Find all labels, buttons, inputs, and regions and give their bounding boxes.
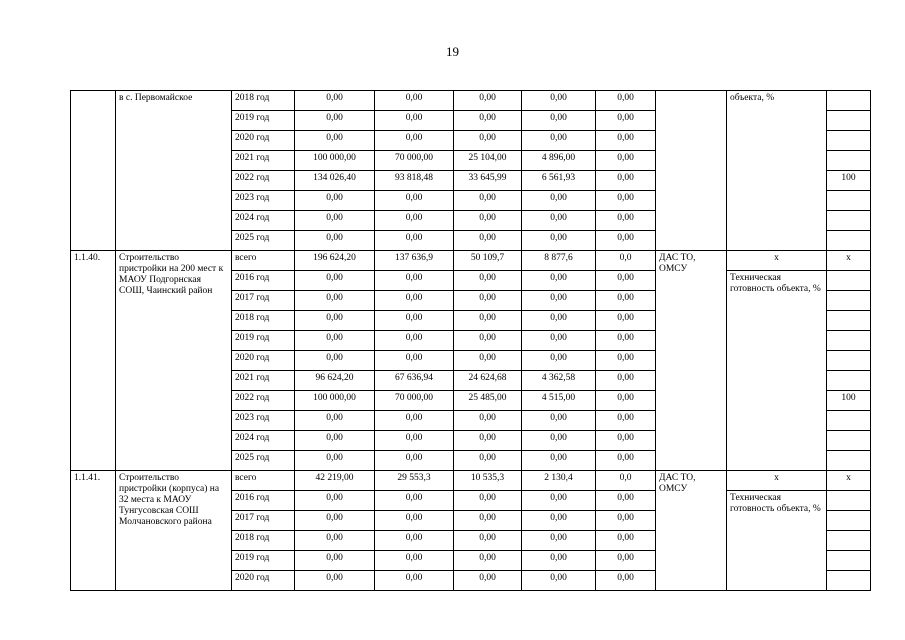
other-cell: 0,00 (596, 131, 656, 151)
indicator-head-value: х (827, 471, 871, 491)
table-row (71, 91, 871, 111)
year-cell: 2024 год (232, 431, 295, 451)
indicator-head: х (727, 251, 827, 271)
other-cell: 0,00 (596, 451, 656, 471)
indicator-value (827, 191, 871, 211)
federal-cell: 0,00 (375, 291, 454, 311)
regional-cell: 25 104,00 (454, 151, 522, 171)
item-name: Строительство пристройки (корпуса) на 32 места к МАОУ Тунгусовская СОШ Молчановского района (116, 471, 232, 591)
municipal-cell: 0,00 (522, 431, 596, 451)
regional-cell: 0,00 (454, 191, 522, 211)
federal-cell: 0,00 (375, 571, 454, 591)
year-cell: 2024 год (232, 211, 295, 231)
municipal-cell: 0,00 (522, 91, 596, 111)
indicator-name: Техническая готовность объекта, % (727, 491, 827, 591)
executor-cell: ДАС ТО, ОМСУ (656, 251, 727, 471)
total-cell: 0,00 (295, 91, 375, 111)
indicator-value (827, 411, 871, 431)
item-code: 1.1.41. (71, 471, 116, 591)
municipal-cell: 0,00 (522, 571, 596, 591)
other-cell: 0,00 (596, 111, 656, 131)
regional-cell: 33 645,99 (454, 171, 522, 191)
other-cell: 0,00 (596, 571, 656, 591)
regional-cell: 0,00 (454, 411, 522, 431)
total-cell: 0,00 (295, 531, 375, 551)
other-cell: 0,00 (596, 391, 656, 411)
item-code (71, 91, 116, 251)
other-cell: 0,00 (596, 211, 656, 231)
indicator-value (827, 351, 871, 371)
year-cell: 2019 год (232, 551, 295, 571)
municipal-cell: 0,00 (522, 351, 596, 371)
federal-cell: 0,00 (375, 351, 454, 371)
other-cell: 0,00 (596, 231, 656, 251)
federal-cell: 137 636,9 (375, 251, 454, 271)
other-cell: 0,0 (596, 471, 656, 491)
federal-cell: 0,00 (375, 411, 454, 431)
other-cell: 0,00 (596, 171, 656, 191)
total-cell: 0,00 (295, 211, 375, 231)
regional-cell: 0,00 (454, 531, 522, 551)
municipal-cell: 4 896,00 (522, 151, 596, 171)
other-cell: 0,00 (596, 151, 656, 171)
total-cell: 0,00 (295, 131, 375, 151)
total-cell: 0,00 (295, 551, 375, 571)
indicator-value (827, 211, 871, 231)
indicator-name: Техническая готовность объекта, % (727, 271, 827, 471)
regional-cell: 0,00 (454, 491, 522, 511)
indicator-value (827, 91, 871, 111)
indicator-value (827, 431, 871, 451)
municipal-cell: 4 515,00 (522, 391, 596, 411)
total-cell: 42 219,00 (295, 471, 375, 491)
year-cell: 2023 год (232, 191, 295, 211)
other-cell: 0,00 (596, 311, 656, 331)
year-cell: 2019 год (232, 111, 295, 131)
federal-cell: 70 000,00 (375, 151, 454, 171)
indicator-value (827, 571, 871, 591)
other-cell: 0,00 (596, 291, 656, 311)
indicator-value (827, 111, 871, 131)
year-cell: 2020 год (232, 571, 295, 591)
indicator-value (827, 551, 871, 571)
executor-cell: ДАС ТО, ОМСУ (656, 471, 727, 591)
municipal-cell: 0,00 (522, 511, 596, 531)
municipal-cell: 4 362,58 (522, 371, 596, 391)
federal-cell: 0,00 (375, 511, 454, 531)
total-cell: 0,00 (295, 271, 375, 291)
year-cell: 2022 год (232, 391, 295, 411)
regional-cell: 25 485,00 (454, 391, 522, 411)
regional-cell: 0,00 (454, 551, 522, 571)
year-cell: 2018 год (232, 311, 295, 331)
total-cell: 96 624,20 (295, 371, 375, 391)
regional-cell: 0,00 (454, 131, 522, 151)
indicator-value: 100 (827, 391, 871, 411)
total-cell: 100 000,00 (295, 391, 375, 411)
regional-cell: 0,00 (454, 571, 522, 591)
federal-cell: 0,00 (375, 271, 454, 291)
indicator-value (827, 511, 871, 531)
municipal-cell: 0,00 (522, 411, 596, 431)
regional-cell: 0,00 (454, 511, 522, 531)
year-cell: 2020 год (232, 131, 295, 151)
other-cell: 0,00 (596, 191, 656, 211)
regional-cell: 0,00 (454, 331, 522, 351)
municipal-cell: 0,00 (522, 191, 596, 211)
item-name: Строительство пристройки на 200 мест к МАОУ Подгорнская СОШ, Чаинский район (116, 251, 232, 471)
year-cell: 2016 год (232, 271, 295, 291)
municipal-cell: 0,00 (522, 331, 596, 351)
municipal-cell: 0,00 (522, 311, 596, 331)
regional-cell: 50 109,7 (454, 251, 522, 271)
year-cell: 2019 год (232, 331, 295, 351)
total-cell: 0,00 (295, 491, 375, 511)
year-cell: 2016 год (232, 491, 295, 511)
federal-cell: 29 553,3 (375, 471, 454, 491)
municipal-cell: 0,00 (522, 231, 596, 251)
indicator-value (827, 231, 871, 251)
year-cell: 2021 год (232, 151, 295, 171)
federal-cell: 0,00 (375, 451, 454, 471)
year-cell: 2023 год (232, 411, 295, 431)
regional-cell: 0,00 (454, 431, 522, 451)
municipal-cell: 0,00 (522, 211, 596, 231)
municipal-cell: 0,00 (522, 111, 596, 131)
other-cell: 0,00 (596, 551, 656, 571)
page-number: 19 (446, 44, 459, 59)
regional-cell: 0,00 (454, 291, 522, 311)
other-cell: 0,00 (596, 411, 656, 431)
federal-cell: 0,00 (375, 211, 454, 231)
municipal-cell: 6 561,93 (522, 171, 596, 191)
indicator-value (827, 491, 871, 511)
item-name: в с. Первомайское (116, 91, 232, 251)
municipal-cell: 0,00 (522, 291, 596, 311)
other-cell: 0,00 (596, 91, 656, 111)
indicator-name: объекта, % (727, 91, 827, 251)
indicator-value (827, 371, 871, 391)
other-cell: 0,00 (596, 491, 656, 511)
federal-cell: 0,00 (375, 531, 454, 551)
total-cell: 0,00 (295, 571, 375, 591)
regional-cell: 0,00 (454, 271, 522, 291)
municipal-cell: 0,00 (522, 551, 596, 571)
regional-cell: 0,00 (454, 351, 522, 371)
total-cell: 196 624,20 (295, 251, 375, 271)
indicator-value (827, 291, 871, 311)
other-cell: 0,0 (596, 251, 656, 271)
other-cell: 0,00 (596, 371, 656, 391)
municipal-cell: 0,00 (522, 131, 596, 151)
other-cell: 0,00 (596, 531, 656, 551)
federal-cell: 0,00 (375, 331, 454, 351)
total-cell: 0,00 (295, 231, 375, 251)
regional-cell: 0,00 (454, 231, 522, 251)
federal-cell: 0,00 (375, 191, 454, 211)
federal-cell: 70 000,00 (375, 391, 454, 411)
total-cell: 0,00 (295, 311, 375, 331)
indicator-value (827, 531, 871, 551)
year-cell: 2021 год (232, 371, 295, 391)
other-cell: 0,00 (596, 511, 656, 531)
table-row (71, 471, 871, 491)
total-cell: 0,00 (295, 111, 375, 131)
regional-cell: 0,00 (454, 111, 522, 131)
total-cell: 0,00 (295, 411, 375, 431)
federal-cell: 0,00 (375, 311, 454, 331)
item-code: 1.1.40. (71, 251, 116, 471)
total-cell: 0,00 (295, 451, 375, 471)
indicator-value (827, 331, 871, 351)
year-cell: 2022 год (232, 171, 295, 191)
indicator-value (827, 131, 871, 151)
federal-cell: 0,00 (375, 111, 454, 131)
total-cell: 0,00 (295, 331, 375, 351)
regional-cell: 24 624,68 (454, 371, 522, 391)
year-cell: 2020 год (232, 351, 295, 371)
federal-cell: 0,00 (375, 431, 454, 451)
indicator-head: х (727, 471, 827, 491)
municipal-cell: 0,00 (522, 531, 596, 551)
municipal-cell: 0,00 (522, 491, 596, 511)
regional-cell: 0,00 (454, 451, 522, 471)
regional-cell: 0,00 (454, 91, 522, 111)
year-cell: 2017 год (232, 291, 295, 311)
executor-cell (656, 91, 727, 251)
table-row (71, 251, 871, 271)
total-cell: 0,00 (295, 191, 375, 211)
other-cell: 0,00 (596, 271, 656, 291)
federal-cell: 0,00 (375, 551, 454, 571)
indicator-value (827, 271, 871, 291)
other-cell: 0,00 (596, 431, 656, 451)
year-cell: всего (232, 471, 295, 491)
federal-cell: 93 818,48 (375, 171, 454, 191)
municipal-cell: 0,00 (522, 271, 596, 291)
budget-table (70, 90, 871, 591)
total-cell: 0,00 (295, 511, 375, 531)
municipal-cell: 2 130,4 (522, 471, 596, 491)
indicator-value (827, 451, 871, 471)
year-cell: 2025 год (232, 451, 295, 471)
other-cell: 0,00 (596, 351, 656, 371)
indicator-head-value: х (827, 251, 871, 271)
year-cell: 2018 год (232, 531, 295, 551)
municipal-cell: 0,00 (522, 451, 596, 471)
total-cell: 100 000,00 (295, 151, 375, 171)
federal-cell: 0,00 (375, 491, 454, 511)
federal-cell: 0,00 (375, 131, 454, 151)
indicator-value (827, 311, 871, 331)
federal-cell: 0,00 (375, 231, 454, 251)
federal-cell: 67 636,94 (375, 371, 454, 391)
indicator-value: 100 (827, 171, 871, 191)
regional-cell: 0,00 (454, 311, 522, 331)
total-cell: 134 026,40 (295, 171, 375, 191)
regional-cell: 0,00 (454, 211, 522, 231)
year-cell: 2017 год (232, 511, 295, 531)
federal-cell: 0,00 (375, 91, 454, 111)
municipal-cell: 8 877,6 (522, 251, 596, 271)
regional-cell: 10 535,3 (454, 471, 522, 491)
year-cell: 2025 год (232, 231, 295, 251)
total-cell: 0,00 (295, 291, 375, 311)
total-cell: 0,00 (295, 431, 375, 451)
other-cell: 0,00 (596, 331, 656, 351)
year-cell: всего (232, 251, 295, 271)
indicator-value (827, 151, 871, 171)
year-cell: 2018 год (232, 91, 295, 111)
total-cell: 0,00 (295, 351, 375, 371)
